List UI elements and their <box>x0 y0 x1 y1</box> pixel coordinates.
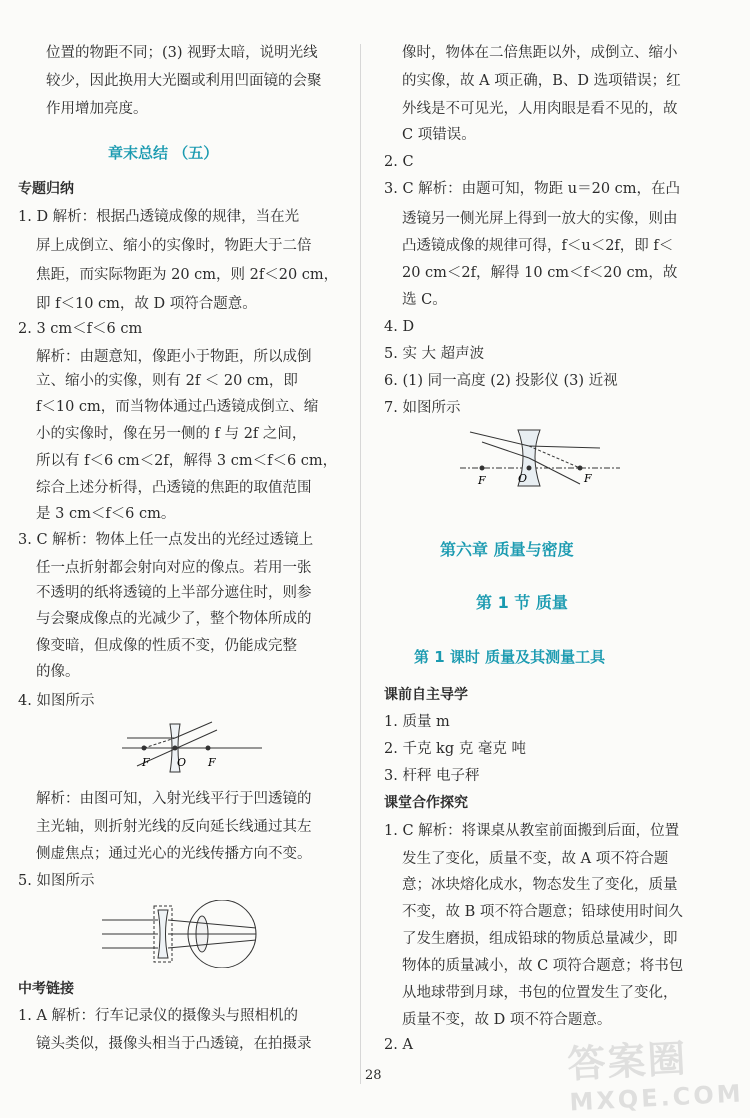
item2-line-7: 综合上述分析得，凸透镜的焦距的取值范围 <box>36 480 312 496</box>
item3-line-3: 不透明的纸将透镜的上半部分遮住时，则参 <box>36 585 312 601</box>
heading-preview: 课前自主导学 <box>384 687 468 703</box>
heading-class: 课堂合作探究 <box>384 795 468 811</box>
label-f-right: F <box>584 472 592 485</box>
page-number: 28 <box>365 1068 382 1083</box>
item1-line-2: 屏上成倒立、缩小的实像时，物距大于二倍 <box>36 238 312 254</box>
r-item3-line-2: 透镜另一侧光屏上得到一放大的实像，则由 <box>402 211 678 227</box>
intro-line-3: 作用增加亮度。 <box>46 101 148 117</box>
r-item3-line-5: 选 C。 <box>402 292 447 308</box>
extension-line <box>529 446 580 468</box>
section-heading-topic: 专题归纳 <box>18 181 74 197</box>
class-item1-line-7: 从地球带到月球，书包的位置发生了变化， <box>402 985 678 1001</box>
r-item3-line-4: 20 cm＜2f，解得 10 cm＜f＜20 cm，故 <box>402 265 678 281</box>
item4-label: 4. 如图所示 <box>18 693 95 709</box>
watermark-logo <box>566 1024 744 1116</box>
class-item1-line-6: 物体的质量减小，故 C 项符合题意；将书包 <box>402 958 684 974</box>
watermark-top: 答案圈 <box>566 1036 689 1087</box>
label-f-left: F <box>478 474 486 487</box>
label-f-left: F <box>142 756 150 769</box>
r-item2: 2. C <box>384 154 414 170</box>
exam-item1-line-2: 镜头类似，摄像头相当于凸透镜，在拍摄录 <box>36 1036 312 1052</box>
chapter-title: 第六章 质量与密度 <box>440 540 574 559</box>
focus-point-left <box>142 746 147 751</box>
class-item1-line-8: 质量不变，故 D 项不符合题意。 <box>402 1012 612 1028</box>
preview-item-2: 2. 千克 kg 克 毫克 吨 <box>384 741 526 757</box>
class-item1-line-1: 1. C 解析：将课桌从教室前面搬到后面，位置 <box>384 823 680 839</box>
item2-line-4: f＜10 cm，而当物体通过凸透镜成倒立、缩 <box>36 399 319 415</box>
column-divider <box>360 44 361 1084</box>
section-heading-exam: 中考链接 <box>18 981 74 997</box>
class-item1-line-4: 不变，故 B 项不符合题意；铅球使用时间久 <box>402 904 683 920</box>
lesson-title: 第 1 课时 质量及其测量工具 <box>414 648 606 666</box>
item2-line-5: 小的实像时，像在另一侧的 f 与 2f 之间， <box>36 426 307 442</box>
item4-analysis-2: 主光轴，则折射光线的反向延长线通过其左 <box>36 819 312 835</box>
r-item4: 4. D <box>384 319 415 335</box>
item2-line-3: 立、缩小的实像，则有 2f ＜ 20 cm，即 <box>36 373 298 389</box>
concave-lens-rays-diagram <box>460 424 620 488</box>
label-f-right: F <box>208 756 216 769</box>
item4-analysis-1: 解析：由图可知，入射光线平行于凹透镜的 <box>36 791 312 807</box>
optical-center <box>527 466 532 471</box>
eye-correction-diagram <box>102 900 302 968</box>
ray-top-out <box>168 920 256 928</box>
exam-item1-line-1: 1. A 解析：行车记录仪的摄像头与照相机的 <box>18 1008 299 1024</box>
item2-line-8: 是 3 cm＜f＜6 cm。 <box>36 506 176 522</box>
focus-point-right <box>578 466 583 471</box>
item1-line-4: 即 f＜10 cm，故 D 项符合题意。 <box>36 296 257 312</box>
r-item5: 5. 实 大 超声波 <box>384 346 485 362</box>
intro-line-2: 较少，因此换用大光圈或利用凹面镜的会聚 <box>46 73 322 89</box>
concave-lens-diagram <box>122 718 262 782</box>
r-item3-line-3: 凸透镜成像的规律可得，f＜u＜2f，即 f＜ <box>402 238 674 254</box>
class-item2: 2. A <box>384 1037 413 1053</box>
label-o: O <box>518 472 528 485</box>
label-o: O <box>177 756 187 769</box>
section-title: 第 1 节 质量 <box>476 593 568 612</box>
cont-line-3: 外线是不可见光，人用肉眼是看不见的，故 <box>402 101 678 117</box>
r-item3-line-1: 3. C 解析：由题可知，物距 u＝20 cm，在凸 <box>384 181 681 197</box>
watermark-bottom: MXQE.COM <box>568 1079 745 1117</box>
item3-line-4: 与会聚成像点的光减少了，整个物体所成的 <box>36 611 312 627</box>
optical-center <box>173 746 178 751</box>
corrective-lens <box>158 910 168 958</box>
r-item7: 7. 如图所示 <box>384 400 461 416</box>
r-item6: 6. (1) 同一高度 (2) 投影仪 (3) 近视 <box>384 373 618 389</box>
item3-line-5: 像变暗，但成像的性质不变，仍能成完整 <box>36 638 297 654</box>
item5-label: 5. 如图所示 <box>18 873 95 889</box>
cont-line-1: 像时，物体在二倍焦距以外，成倒立、缩小 <box>402 45 678 61</box>
item3-line-1: 3. C 解析：物体上任一点发出的光经过透镜上 <box>18 532 314 548</box>
item1-line-3: 焦距，而实际物距为 20 cm，则 2f＜20 cm， <box>36 267 339 283</box>
item4-analysis-3: 侧虚焦点；通过光心的光线传播方向不变。 <box>36 846 312 862</box>
preview-item-1: 1. 质量 m <box>384 714 450 730</box>
item2-line-6: 所以有 f＜6 cm＜2f，解得 3 cm＜f＜6 cm， <box>36 453 338 469</box>
chapter-summary-title: 章末总结 （五） <box>108 144 219 162</box>
preview-item-3: 3. 杆秤 电子秤 <box>384 768 480 784</box>
class-item1-line-5: 了发生磨损，组成铅球的物质总量减少，即 <box>402 931 678 947</box>
focus-point-left <box>480 466 485 471</box>
item3-line-6: 的像。 <box>36 664 80 680</box>
focus-point-right <box>206 746 211 751</box>
item3-line-2: 任一点折射都会射向对应的像点。若用一张 <box>36 560 312 576</box>
item2-line-2: 解析：由题意知，像距小于物距，所以成倒 <box>36 349 312 365</box>
class-item1-line-2: 发生了变化，质量不变，故 A 项不符合题 <box>402 851 669 867</box>
reverse-extension <box>144 738 175 748</box>
cont-line-4: C 项错误。 <box>402 127 476 143</box>
item1-line-1: 1. D 解析：根据凸透镜成像的规律，当在光 <box>18 209 300 225</box>
class-item1-line-3: 意；冰块熔化成水，物态发生了变化，质量 <box>402 877 678 893</box>
item2-line-1: 2. 3 cm＜f＜6 cm <box>18 321 143 337</box>
intro-line-1: 位置的物距不同；(3) 视野太暗，说明光线 <box>46 45 318 61</box>
refracted-ray <box>175 722 212 738</box>
refracted-ray-a <box>529 446 600 448</box>
cont-line-2: 的实像，故 A 项正确，B、D 选项错误；红 <box>402 73 681 89</box>
ray-bottom-out <box>168 940 256 948</box>
